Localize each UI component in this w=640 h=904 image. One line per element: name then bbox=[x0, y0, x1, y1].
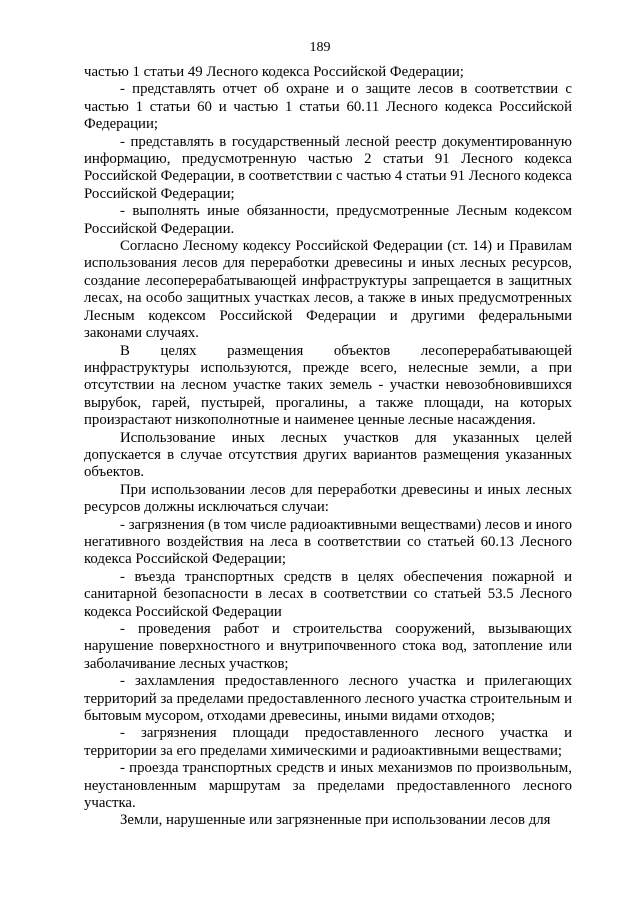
paragraph: - загрязнения (в том числе радиоактивными веществами) лесов и иного негативного воздействия на леса в соответствии со статьей 60.13 Лесного кодекса Российской Федерации; bbox=[84, 516, 572, 568]
paragraph: - захламления предоставленного лесного участка и прилегающих территорий за пределами предоставленного лесного участка строительным и бытовым мусором, отходами древесины, иными видами отходов; bbox=[84, 673, 572, 725]
paragraph: - представлять в государственный лесной реестр документированную информацию, предусмотренную частью 2 статьи 91 Лесного кодекса Российской Федерации, в соответствии с частью 4 статьи 91 Лесного кодекса Российской Федерации; bbox=[84, 133, 572, 202]
paragraph: - представлять отчет об охране и о защите лесов в соответствии с частью 1 статьи 60 и частью 1 статьи 60.11 Лесного кодекса Российской Федерации; bbox=[84, 81, 572, 133]
paragraph: - въезда транспортных средств в целях обеспечения пожарной и санитарной безопасности в лесах в соответствии со статьей 53.5 Лесного кодекса Российской Федерации bbox=[84, 568, 572, 620]
paragraph: Использование иных лесных участков для указанных целей допускается в случае отсутствия других вариантов размещения указанных объектов. bbox=[84, 429, 572, 481]
page-body bbox=[84, 64, 572, 830]
paragraph: - выполнять иные обязанности, предусмотренные Лесным кодексом Российской Федерации. bbox=[84, 203, 572, 237]
paragraph: Земли, нарушенные или загрязненные при использовании лесов для bbox=[120, 812, 551, 829]
paragraph: частью 1 статьи 49 Лесного кодекса Российской Федерации; bbox=[84, 64, 464, 80]
paragraph: Согласно Лесному кодексу Российской Федерации (ст. 14) и Правилам использования лесов для переработки древесины и иных лесных ресурсов, создание лесоперерабатывающей инфраструктуры запрещается в защитных лесах, на особо защитных участках лесов, а также в иных предусмотренных Лесным кодексом Российской Федерации и другими федеральными законами случаях. bbox=[84, 238, 572, 342]
paragraph: - проезда транспортных средств и иных механизмов по произвольным, неустановленным маршрутам за пределами предоставленного лесного участка. bbox=[84, 760, 572, 812]
paragraph: - загрязнения площади предоставленного лесного участка и территории за его пределами химическими и радиоактивными веществами; bbox=[84, 725, 572, 759]
paragraph: При использовании лесов для переработки древесины и иных лесных ресурсов должны исключаться случаи: bbox=[84, 481, 572, 516]
paragraph: В целях размещения объектов лесоперерабатывающей инфраструктуры используются, прежде всего, нелесные земли, а при отсутствии на лесном участке таких земель - участки невозобновившихся вырубок, гарей, пустырей, прогалины, а также площади, на которых произрастают низкополнотные и наименее ценные лесные насаждения. bbox=[84, 342, 572, 429]
paragraph: - проведения работ и строительства сооружений, вызывающих нарушение поверхностного и внутрипочвенного стока вод, затопление или заболачивание лесных участков; bbox=[84, 621, 572, 672]
page-number: 189 bbox=[309, 40, 331, 55]
